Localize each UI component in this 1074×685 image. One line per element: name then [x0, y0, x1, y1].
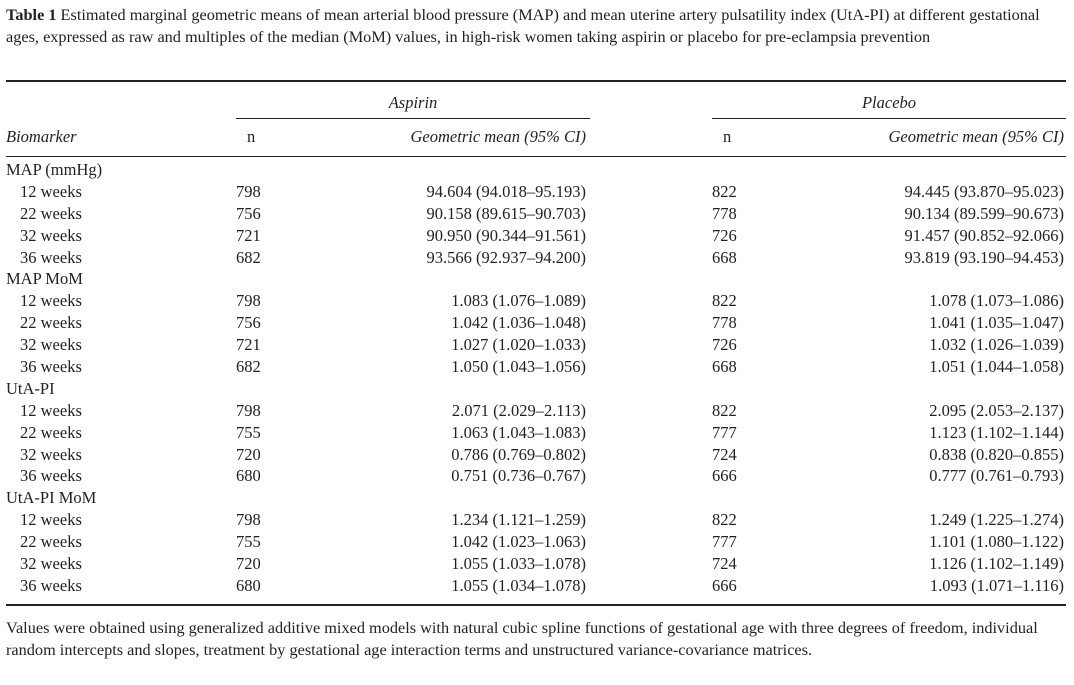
aspirin-n-cell: 682: [236, 357, 261, 377]
aspirin-n-cell: 721: [236, 335, 261, 355]
aspirin-n-cell: 755: [236, 422, 261, 442]
section-title: UtA-PI MoM: [6, 488, 97, 508]
placebo-n-cell: 822: [712, 181, 737, 201]
placebo-n-cell: 777: [712, 532, 737, 552]
table-caption: [6, 4, 1066, 47]
placebo-n-cell: 822: [712, 400, 737, 420]
table-row: [0, 290, 1074, 312]
aspirin-geomean-cell: 1.063 (1.043–1.083): [451, 422, 586, 442]
row-label: 22 weeks: [20, 422, 82, 442]
table-row: [0, 356, 1074, 378]
row-label: 32 weeks: [20, 554, 82, 574]
placebo-geomean-cell: 0.777 (0.761–0.793): [929, 466, 1064, 486]
placebo-n-cell: 726: [712, 225, 737, 245]
table-row: [0, 465, 1074, 487]
aspirin-n-cell: 798: [236, 181, 261, 201]
row-label: 32 weeks: [20, 335, 82, 355]
table-row: [0, 400, 1074, 422]
placebo-geomean-cell: 90.134 (89.599–90.673): [904, 203, 1064, 223]
placebo-geomean-cell: 91.457 (90.852–92.066): [904, 225, 1064, 245]
column-header-placebo-geomean: Geometric mean (95% CI): [888, 127, 1064, 146]
aspirin-n-cell: 682: [236, 247, 261, 267]
row-label: 12 weeks: [20, 181, 82, 201]
table-row: [0, 334, 1074, 356]
table-row: [0, 444, 1074, 466]
group-header-placebo: Placebo: [861, 93, 917, 112]
aspirin-n-cell: 755: [236, 532, 261, 552]
placebo-geomean-cell: 1.078 (1.073–1.086): [929, 291, 1064, 311]
aspirin-n-cell: 798: [236, 400, 261, 420]
aspirin-geomean-cell: 90.950 (90.344–91.561): [426, 225, 586, 245]
placebo-n-cell: 778: [712, 313, 737, 333]
placebo-geomean-cell: 1.032 (1.026–1.039): [929, 335, 1064, 355]
header-rule: [6, 156, 1066, 157]
top-rule: [6, 80, 1066, 82]
row-label: 32 weeks: [20, 225, 82, 245]
placebo-geomean-cell: 93.819 (93.190–94.453): [904, 247, 1064, 267]
section-header-row: [0, 487, 1074, 509]
aspirin-span-rule: [236, 118, 590, 119]
section-title: MAP (mmHg): [6, 160, 103, 179]
section-header-row: [0, 268, 1074, 290]
row-label: 12 weeks: [20, 510, 82, 530]
aspirin-n-cell: 680: [236, 466, 261, 486]
placebo-n-cell: 724: [712, 444, 737, 464]
aspirin-n-cell: 798: [236, 510, 261, 530]
aspirin-geomean-cell: 1.234 (1.121–1.259): [451, 510, 586, 530]
aspirin-geomean-cell: 94.604 (94.018–95.193): [426, 181, 586, 201]
row-label: 12 weeks: [20, 291, 82, 311]
placebo-geomean-cell: 1.051 (1.044–1.058): [929, 357, 1064, 377]
placebo-geomean-cell: 1.126 (1.102–1.149): [929, 554, 1064, 574]
placebo-geomean-cell: 1.041 (1.035–1.047): [929, 313, 1064, 333]
row-label: 32 weeks: [20, 444, 82, 464]
table-footnote: Values were obtained using generalized additive mixed models with natural cubic spline functions of gestational age with three degrees of freedom, individual random intercepts and slopes, treatment by gestational age interaction terms and unstructured variance-covariance matrices.: [6, 618, 1038, 659]
placebo-n-cell: 668: [712, 357, 737, 377]
table-row: [0, 509, 1074, 531]
placebo-geomean-cell: 1.101 (1.080–1.122): [929, 532, 1064, 552]
aspirin-geomean-cell: 0.751 (0.736–0.767): [451, 466, 586, 486]
aspirin-geomean-cell: 1.042 (1.036–1.048): [451, 313, 586, 333]
aspirin-n-cell: 756: [236, 203, 261, 223]
placebo-geomean-cell: 1.249 (1.225–1.274): [929, 510, 1064, 530]
placebo-geomean-cell: 1.093 (1.071–1.116): [929, 575, 1064, 595]
aspirin-geomean-cell: 1.050 (1.043–1.056): [451, 357, 586, 377]
aspirin-geomean-cell: 1.055 (1.033–1.078): [451, 554, 586, 574]
placebo-n-cell: 668: [712, 247, 737, 267]
table-row: [0, 312, 1074, 334]
bottom-rule: [6, 604, 1066, 606]
placebo-n-cell: 726: [712, 335, 737, 355]
table-row: [0, 531, 1074, 553]
aspirin-n-cell: 721: [236, 225, 261, 245]
aspirin-n-cell: 720: [236, 444, 261, 464]
table-row: [0, 181, 1074, 203]
aspirin-n-cell: 798: [236, 291, 261, 311]
caption-label: Table 1: [6, 5, 57, 24]
placebo-n-cell: 666: [712, 575, 737, 595]
section-title: UtA-PI: [6, 378, 55, 398]
row-label: 36 weeks: [20, 575, 82, 595]
aspirin-geomean-cell: 2.071 (2.029–2.113): [451, 400, 586, 420]
table-row: [0, 203, 1074, 225]
placebo-n-cell: 822: [712, 291, 737, 311]
placebo-geomean-cell: 94.445 (93.870–95.023): [904, 181, 1064, 201]
placebo-geomean-cell: 0.838 (0.820–0.855): [929, 444, 1064, 464]
row-label: 22 weeks: [20, 532, 82, 552]
table-row: [0, 575, 1074, 597]
column-header-biomarker: Biomarker: [6, 127, 77, 146]
placebo-n-cell: 666: [712, 466, 737, 486]
aspirin-geomean-cell: 1.027 (1.020–1.033): [451, 335, 586, 355]
aspirin-geomean-cell: 1.055 (1.034–1.078): [451, 575, 586, 595]
table-body: [0, 159, 1074, 597]
table-row: [0, 422, 1074, 444]
row-label: 36 weeks: [20, 357, 82, 377]
aspirin-geomean-cell: 0.786 (0.769–0.802): [451, 444, 586, 464]
column-header-aspirin-geomean: Geometric mean (95% CI): [410, 127, 586, 146]
row-label: 36 weeks: [20, 466, 82, 486]
aspirin-n-cell: 680: [236, 575, 261, 595]
placebo-n-cell: 724: [712, 554, 737, 574]
aspirin-geomean-cell: 1.042 (1.023–1.063): [451, 532, 586, 552]
placebo-n-cell: 822: [712, 510, 737, 530]
section-header-row: [0, 378, 1074, 400]
aspirin-geomean-cell: 93.566 (92.937–94.200): [426, 247, 586, 267]
row-label: 36 weeks: [20, 247, 82, 267]
placebo-span-rule: [712, 118, 1066, 119]
column-header-aspirin-n: n: [247, 127, 256, 146]
row-label: 12 weeks: [20, 400, 82, 420]
section-title: MAP MoM: [6, 269, 83, 289]
column-header-placebo-n: n: [723, 127, 732, 146]
aspirin-geomean-cell: 90.158 (89.615–90.703): [426, 203, 586, 223]
section-header-row: [0, 159, 1074, 181]
aspirin-n-cell: 720: [236, 554, 261, 574]
placebo-n-cell: 777: [712, 422, 737, 442]
caption-text: Estimated marginal geometric means of mean arterial blood pressure (MAP) and mean uterine artery pulsatility index (UtA-PI) at different gestational ages, expressed as raw and multiples of the median (MoM) values, in high-risk women taking aspirin or placebo for pre-eclampsia prevention: [6, 5, 1040, 46]
aspirin-geomean-cell: 1.083 (1.076–1.089): [451, 291, 586, 311]
placebo-n-cell: 778: [712, 203, 737, 223]
table-row: [0, 247, 1074, 269]
placebo-geomean-cell: 1.123 (1.102–1.144): [929, 422, 1064, 442]
group-header-aspirin: Aspirin: [388, 93, 438, 112]
row-label: 22 weeks: [20, 203, 82, 223]
aspirin-n-cell: 756: [236, 313, 261, 333]
table-row: [0, 553, 1074, 575]
table-row: [0, 225, 1074, 247]
row-label: 22 weeks: [20, 313, 82, 333]
placebo-geomean-cell: 2.095 (2.053–2.137): [929, 400, 1064, 420]
